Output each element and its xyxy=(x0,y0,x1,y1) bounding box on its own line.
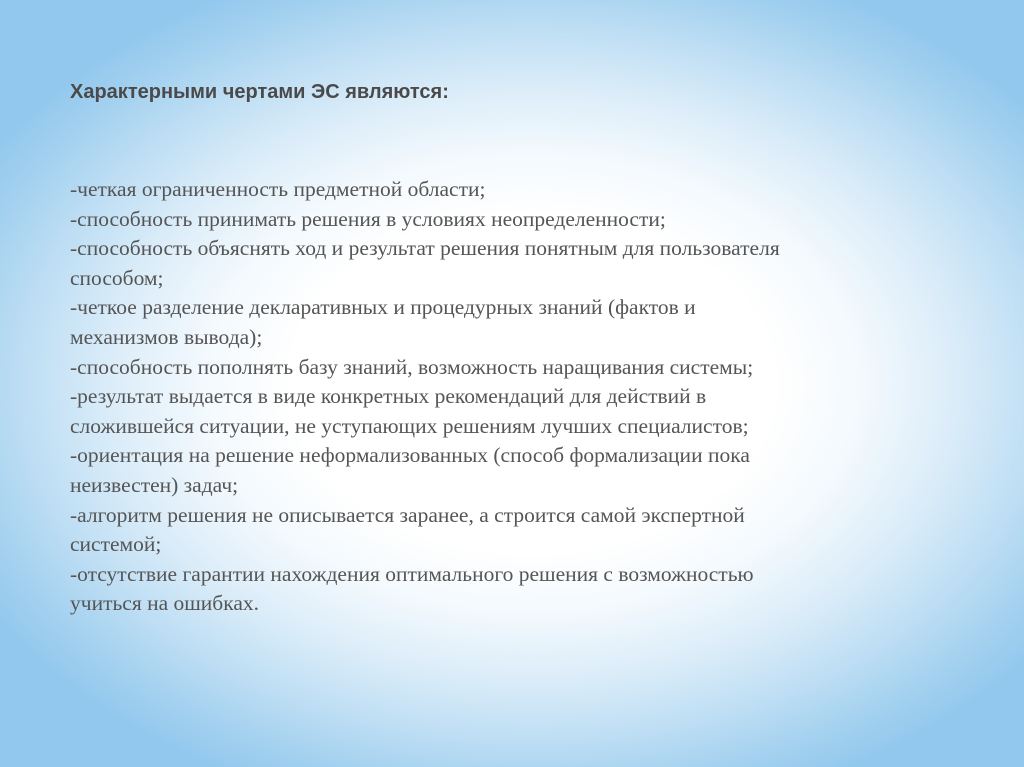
text-line: -отсутствие гарантии нахождения оптимального решения с возможностью xyxy=(70,561,754,586)
text-line: -алгоритм решения не описывается заранее, а строится самой экспертной xyxy=(70,502,745,527)
text-line: -ориентация на решение неформализованных (способ формализации пока xyxy=(70,443,750,468)
text-line: -четкое разделение декларативных и процедурных знаний (фактов и xyxy=(70,295,696,320)
text-line: учиться на ошибках. xyxy=(70,591,260,616)
text-line: способом; xyxy=(70,265,164,290)
text-line: -способность принимать решения в условиях неопределенности; xyxy=(70,206,666,231)
text-line: неизвестен) задач; xyxy=(70,472,239,497)
text-line: механизмов вывода); xyxy=(70,324,263,349)
text-line: системой; xyxy=(70,532,162,557)
slide-heading: Характерными чертами ЭС являются: xyxy=(70,81,449,103)
text-line: -способность объяснять ход и результат решения понятным для пользователя xyxy=(70,236,780,261)
text-line: -четкая ограниченность предметной области; xyxy=(70,177,486,201)
text-line: сложившейся ситуации, не уступающих решениям лучших специалистов; xyxy=(70,413,749,438)
text-line: -результат выдается в виде конкретных рекомендаций для действий в xyxy=(70,384,707,409)
slide-content xyxy=(70,78,950,619)
text-line: -способность пополнять базу знаний, возможность наращивания системы; xyxy=(70,354,754,379)
characteristics-list xyxy=(70,175,950,619)
